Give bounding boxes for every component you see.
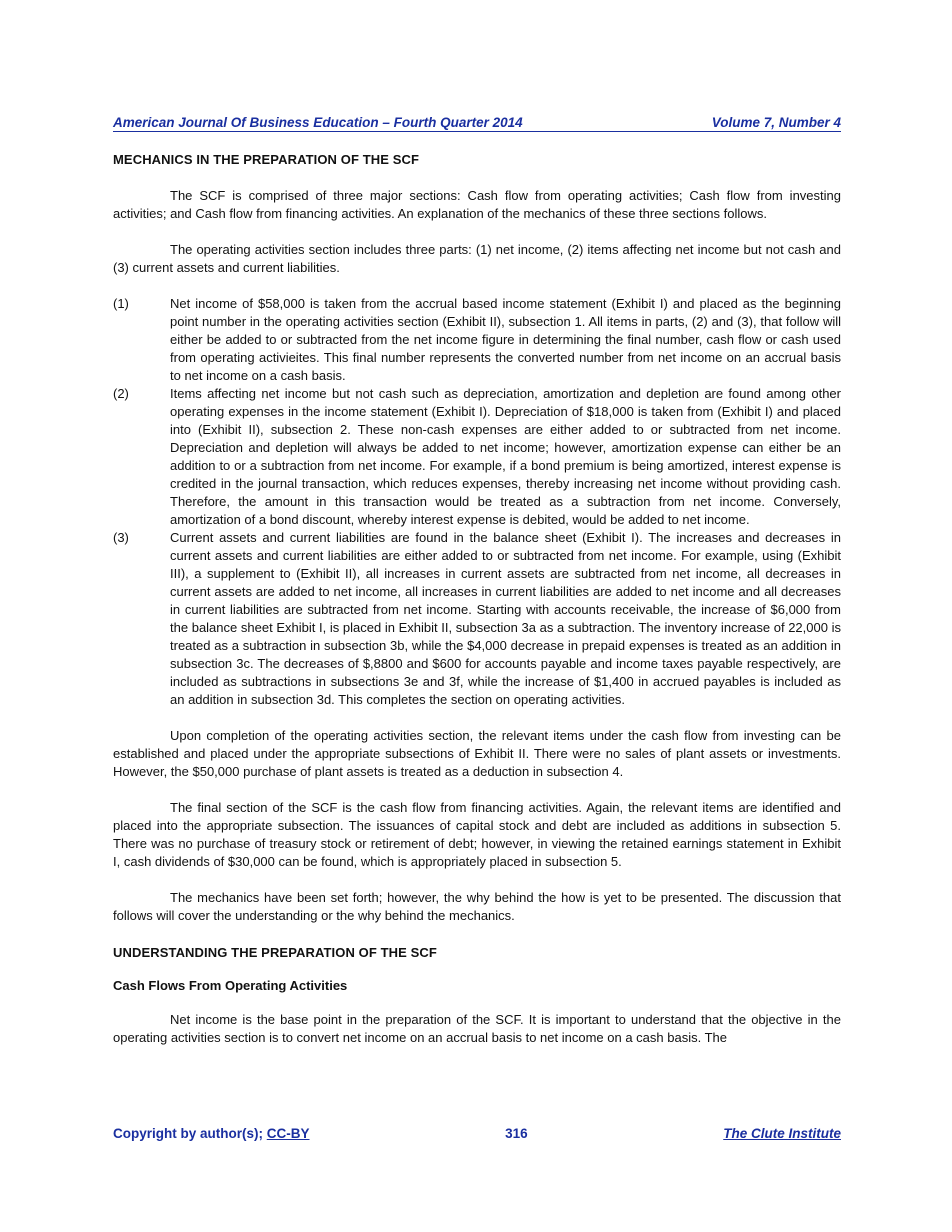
header-dash: – xyxy=(382,115,390,130)
list-item xyxy=(113,529,841,709)
list-item xyxy=(113,295,841,385)
list-item-number: (2) xyxy=(113,386,129,401)
running-footer xyxy=(113,1126,841,1141)
list-item-text: Items affecting net income but not cash such as depreciation, amortization and depletion are found among other operating expenses in the income statement (Exhibit I). Depreciation of $18,000 is taken from (Exhibit I) and placed into (Exhibit II), subsection 2. These non-cash expenses are either added to or subtracted from net income. Depreciation and depletion will always be added to net income; however, amortization expense can either be an addition to or a subtraction from net income. For example, if a bond premium is being amortized, interest expense is credited in the journal transaction, which reduces expenses, thereby increasing net income without providing cash. Therefore, the amount in this transaction would be treated as a subtraction from net income. Conversely, amortization of a bond discount, whereby interest expense is debited, would be added to net income. xyxy=(170,386,841,527)
page-number: 316 xyxy=(505,1126,528,1141)
paragraph: The mechanics have been set forth; however, the why behind the how is yet to be presented. The discussion that follows will cover the understanding or the why behind the mechanics. xyxy=(113,890,841,923)
list-item-number: (1) xyxy=(113,296,129,311)
list-item xyxy=(113,385,841,529)
header-volume: Volume 7, Number 4 xyxy=(711,115,841,130)
list-item-text: Net income of $58,000 is taken from the accrual based income statement (Exhibit I) and placed as the beginning point number in the operating activities section (Exhibit II), subsection 1. All items in parts, (2) and (3), that follow will either be added to or subtracted from the net income figure in determining the final number, cash flow or cash used from operating activieites. This final number represents the converted number from net income on an accrual basis to net income on a cash basis. xyxy=(170,296,841,383)
subsection-heading: Cash Flows From Operating Activities xyxy=(113,978,348,993)
license-link[interactable]: CC-BY xyxy=(266,1126,310,1141)
paragraph: The operating activities section includes three parts: (1) net income, (2) items affecting net income but not cash and (3) current assets and current liabilities. xyxy=(113,242,841,275)
publisher-link[interactable]: The Clute Institute xyxy=(723,1126,841,1141)
paragraph: The SCF is comprised of three major sections: Cash flow from operating activities; Cash flow from investing activities; and Cash flow from financing activities. An explanation of the mechanics of these three sections follows. xyxy=(113,188,841,221)
running-header xyxy=(113,112,841,132)
paragraph: Net income is the base point in the preparation of the SCF. It is important to understand that the objective in the operating activities section is to convert net income on an accrual basis to net income on a cash basis. The xyxy=(113,1012,841,1045)
page-body xyxy=(113,112,841,1047)
list-item-text: Current assets and current liabilities are found in the balance sheet (Exhibit I). The increases and decreases in current assets and current liabilities are either added to or subtracted from net income. For example, using (Exhibit III), a supplement to (Exhibit II), all increases in current assets are subtracted from net income, all decreases in current assets are added to net income, all increases in current liabilities are added to net income and all decreases in current liabilities are subtracted from net income. Starting with accounts receivable, the increase of $6,000 from the balance sheet Exhibit I, is placed in Exhibit II, subsection 3a as a subtraction. The inventory increase of 22,000 is treated as a subtraction in subsection 3b, while the $4,000 decrease in prepaid expenses is treated as an addition in subsection 3c. The decreases of $,8800 and $600 for accounts payable and income taxes payable respectively, are included as subtractions in subsections 3e and 3f, while the increase of $1,400 in accrued payables is included as an addition in subsection 3d. This completes the section on operating activities. xyxy=(170,530,841,707)
section-heading-mechanics: MECHANICS IN THE PREPARATION OF THE SCF xyxy=(113,152,420,167)
footer-copyright-text: Copyright by author(s); xyxy=(113,1126,267,1141)
header-journal-issue xyxy=(113,115,523,130)
footer-copyright xyxy=(113,1126,310,1141)
section-heading-understanding: UNDERSTANDING THE PREPARATION OF THE SCF xyxy=(113,945,437,960)
numbered-list xyxy=(113,295,841,709)
header-journal: American Journal Of Business Education xyxy=(113,115,379,130)
header-issue: Fourth Quarter 2014 xyxy=(393,115,523,130)
paragraph: The final section of the SCF is the cash flow from financing activities. Again, the relevant items are identified and placed into the appropriate subsection. The issuances of capital stock and debt are included as additions in subsection 5. There was no purchase of treasury stock or retirement of debt; however, in viewing the retained earnings statement in Exhibit I, cash dividends of $30,000 can be found, which is appropriately placed in subsection 5. xyxy=(113,800,841,869)
paragraph: Upon completion of the operating activities section, the relevant items under the cash flow from investing can be established and placed under the appropriate subsections of Exhibit II. There were no sales of plant assets or investments. However, the $50,000 purchase of plant assets is treated as a deduction in subsection 4. xyxy=(113,728,841,779)
list-item-number: (3) xyxy=(113,530,129,545)
